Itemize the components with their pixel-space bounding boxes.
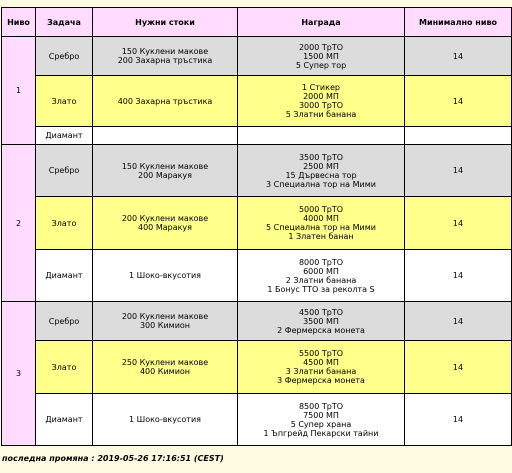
reward-line: 5 Супер храна (290, 419, 352, 429)
min-level-cell: 14 (405, 341, 512, 394)
level-cell: 2 (2, 145, 36, 302)
reward-line: 3 Специална тор на Мими (266, 179, 376, 189)
header-min-level: Минимално ниво (405, 8, 512, 37)
needed-goods-cell (93, 37, 238, 76)
header-task: Задача (36, 8, 93, 37)
reward-line: 7500 МП (303, 410, 339, 420)
needed-goods-cell (93, 250, 238, 302)
header-reward: Награда (238, 8, 405, 37)
needed-goods-line: 300 Кимион (139, 321, 191, 330)
reward-line: 1 Бонус ТТО за реколта S (267, 284, 375, 294)
table-row (2, 302, 512, 341)
reward-line: 2 Фермерска монета (277, 325, 365, 335)
reward-line: 3500 ТрТО (298, 152, 344, 162)
level-cell: 3 (2, 302, 36, 446)
needed-goods-line: 400 Кимион (139, 367, 191, 376)
min-level-cell: 14 (405, 145, 512, 197)
task-cell: Злато (36, 341, 93, 394)
table-row (2, 394, 512, 446)
reward-cell (238, 145, 405, 197)
task-cell: Злато (36, 197, 93, 250)
needed-goods-line: 400 Маракуя (138, 223, 192, 232)
needed-goods-cell (93, 302, 238, 341)
min-level-cell: 14 (405, 76, 512, 127)
reward-cell (238, 394, 405, 446)
reward-cell (238, 302, 405, 341)
needed-goods-cell (93, 76, 238, 127)
reward-line: 1 Златен банан (288, 232, 354, 241)
min-level-cell: 14 (405, 250, 512, 302)
header-row (2, 8, 512, 37)
needed-goods-cell (93, 127, 238, 145)
needed-goods-line: 200 Захарна тръстика (117, 56, 213, 65)
reward-line: 2500 МП (303, 161, 339, 171)
task-cell: Диамант (36, 250, 93, 302)
task-cell: Диамант (36, 127, 93, 145)
min-level-cell: 14 (405, 37, 512, 76)
table-row (2, 127, 512, 145)
reward-line: 5 Супер тор (295, 60, 347, 70)
reward-line: 2 Златни банана (285, 275, 357, 285)
reward-cell (238, 341, 405, 394)
table-row (2, 145, 512, 197)
reward-line: 5 Златни банана (285, 110, 357, 119)
needed-goods-line: 250 Куклени макове (121, 358, 209, 367)
reward-line: 1 Ъпгрейд Пекарски тайни (263, 428, 379, 438)
min-level-cell: 14 (405, 197, 512, 250)
needed-goods-line: 150 Куклени макове (121, 161, 209, 171)
needed-goods-line: 200 Куклени макове (121, 312, 209, 321)
reward-line: 2000 ТрТО (298, 42, 344, 52)
reward-line: 3 Златни банана (285, 367, 357, 376)
needed-goods-cell (93, 197, 238, 250)
reward-line: 3000 ТрТО (298, 101, 344, 110)
task-cell: Сребро (36, 37, 93, 76)
needed-goods-cell (93, 341, 238, 394)
reward-line: 4500 МП (303, 358, 339, 367)
table-row (2, 341, 512, 394)
reward-line: 5 Специална тор на Мими (266, 223, 376, 232)
reward-line: 1500 МП (303, 51, 339, 61)
reward-cell (238, 250, 405, 302)
needed-goods-line: 1 Шоко-вкусотия (129, 271, 201, 280)
header-needed-goods: Нужни стоки (93, 8, 238, 37)
reward-line: 8500 ТрТО (298, 401, 344, 411)
needed-goods-line: 150 Куклени макове (121, 47, 209, 56)
reward-line: 6000 МП (303, 266, 339, 276)
table-row (2, 37, 512, 76)
task-cell: Сребро (36, 145, 93, 197)
table-row (2, 197, 512, 250)
task-cell: Злато (36, 76, 93, 127)
last-modified-footer: последна промяна : 2019-05-26 17:16:51 (CEST) (2, 454, 224, 463)
reward-line: 3500 МП (303, 316, 339, 326)
needed-goods-cell (93, 394, 238, 446)
needed-goods-cell (93, 145, 238, 197)
reward-cell (238, 37, 405, 76)
reward-line: 8000 ТрТО (298, 257, 344, 267)
needed-goods-line: 200 Маракуя (138, 170, 192, 180)
table-row (2, 76, 512, 127)
needed-goods-line: 200 Куклени макове (121, 214, 209, 223)
min-level-cell: 14 (405, 302, 512, 341)
reward-line: 5000 ТрТО (298, 205, 344, 214)
reward-cell (238, 127, 405, 145)
min-level-cell: 14 (405, 394, 512, 446)
reward-line: 2000 МП (303, 92, 339, 101)
needed-goods-line: 400 Захарна тръстика (117, 96, 213, 106)
reward-line: 5500 ТрТО (298, 349, 344, 358)
reward-line: 1 Стикер (302, 83, 340, 92)
task-cell: Диамант (36, 394, 93, 446)
reward-line: 15 Дървесна тор (285, 170, 357, 180)
min-level-cell (405, 127, 512, 145)
reward-line: 3 Фермерска монета (277, 376, 365, 385)
task-cell: Сребро (36, 302, 93, 341)
reward-cell (238, 197, 405, 250)
reward-line: 4500 ТрТО (298, 307, 344, 317)
header-level: Ниво (2, 8, 36, 37)
reward-line: 4000 МП (303, 214, 339, 223)
rewards-table (1, 7, 512, 446)
table-row (2, 250, 512, 302)
reward-cell (238, 76, 405, 127)
level-cell: 1 (2, 37, 36, 145)
needed-goods-line: 1 Шоко-вкусотия (129, 415, 201, 424)
